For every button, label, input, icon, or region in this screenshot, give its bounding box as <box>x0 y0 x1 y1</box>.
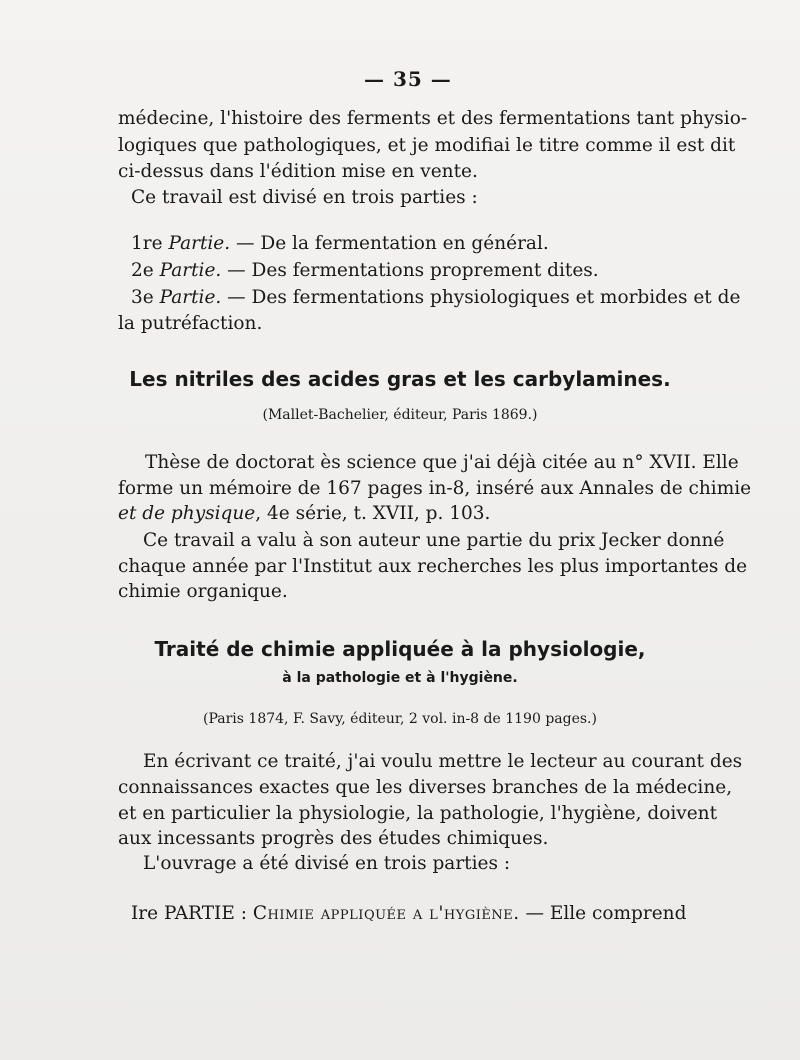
page-number: — 35 — <box>364 67 452 91</box>
section-title: Traité de chimie appliquée à la physiologie, <box>154 637 646 661</box>
text-line: connaissances exactes que les diverses branches de la médecine, <box>118 777 733 798</box>
list-item-part-3: 3e Partie. — Des fermentations physiologiques et morbides et de <box>131 287 741 308</box>
publication-info: (Paris 1874, F. Savy, éditeur, 2 vol. in-8 de 1190 pages.) <box>203 711 597 727</box>
text-line: Ce travail est divisé en trois parties : <box>131 187 478 208</box>
text-line: et de physique, 4e série, t. XVII, p. 103. <box>118 503 491 524</box>
text-line: aux incessants progrès des études chimiques. <box>118 828 549 849</box>
text-line: En écrivant ce traité, j'ai voulu mettre le lecteur au courant des <box>143 751 743 772</box>
list-item-part-2: 2e Partie. — Des fermentations proprement dites. <box>131 260 599 281</box>
text-line: forme un mémoire de 167 pages in-8, inséré aux Annales de chimie <box>118 478 752 499</box>
text-line: Ire PARTIE : Chimie appliquée a l'hygiène. — Elle comprend <box>131 903 687 924</box>
text-line: et en particulier la physiologie, la pathologie, l'hygiène, doivent <box>118 803 718 824</box>
text-line: L'ouvrage a été divisé en trois parties : <box>143 853 511 874</box>
text-line: ci-dessus dans l'édition mise en vente. <box>118 161 478 182</box>
publication-info: (Mallet-Bachelier, éditeur, Paris 1869.) <box>262 407 538 423</box>
text-line: chaque année par l'Institut aux recherches les plus importantes de <box>118 556 748 577</box>
list-item-part-1: 1re Partie. — De la fermentation en général. <box>131 233 549 254</box>
text-line: médecine, l'histoire des ferments et des fermentations tant physio- <box>118 108 748 129</box>
text-line: Ce travail a valu à son auteur une partie du prix Jecker donné <box>143 530 725 551</box>
section-title: Les nitriles des acides gras et les carbylamines. <box>129 367 671 391</box>
section-subtitle: à la pathologie et à l'hygiène. <box>282 670 518 686</box>
text-line: la putréfaction. <box>118 313 263 334</box>
text-line: chimie organique. <box>118 581 288 602</box>
text-line: logiques que pathologiques, et je modifiai le titre comme il est dit <box>118 135 736 156</box>
text-line: Thèse de doctorat ès science que j'ai déjà citée au n° XVII. Elle <box>145 452 739 473</box>
